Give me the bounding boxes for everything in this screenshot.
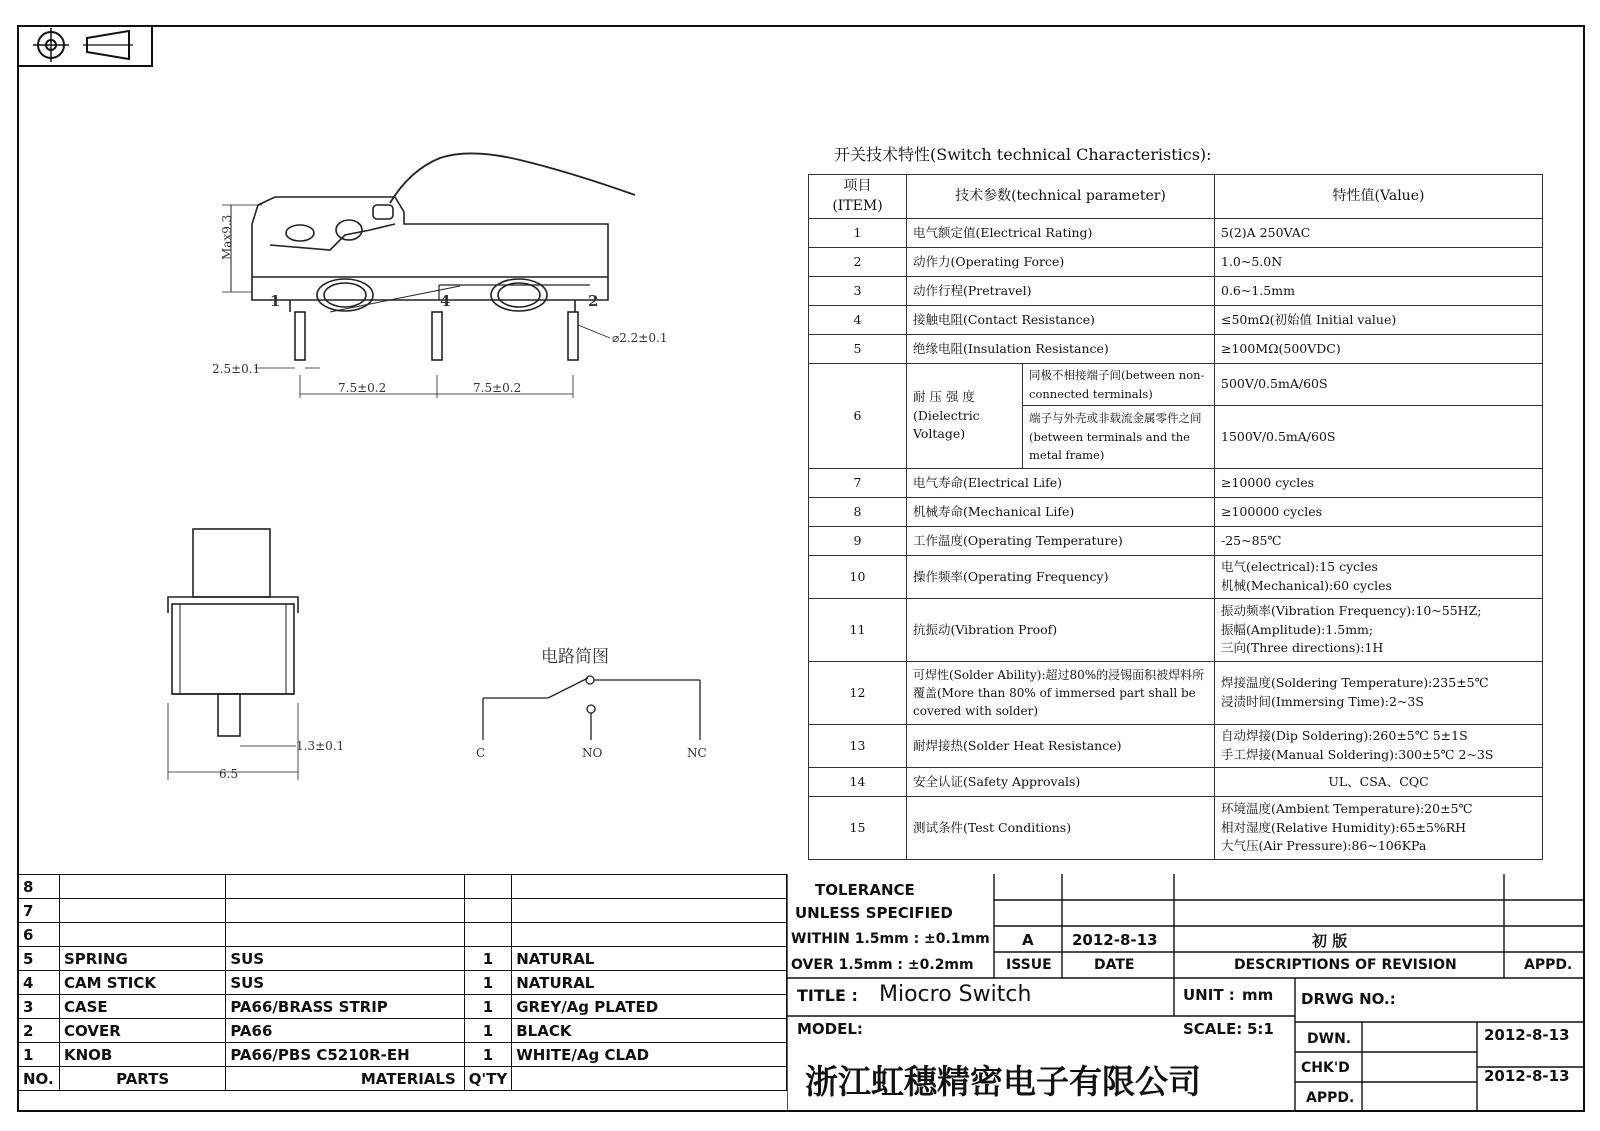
mount-hole-left-inner [324,283,366,307]
spec-value: ≥100000 cycles [1215,497,1543,526]
spec-param: 动作行程(Pretravel) [907,277,1215,306]
bom-material [226,899,464,923]
dim-pitch-1: 7.5±0.2 [338,381,387,395]
spec-value: 5(2)A 250VAC [1215,219,1543,248]
dim-max-height: Max9.3 [220,214,234,260]
bom-part: CAM STICK [59,971,225,995]
bom-header-qty: Q'TY [464,1067,511,1091]
spec-no: 10 [809,555,907,598]
spec-param: 可焊性(Solder Ability):超过80%的浸锡面积被焊料所覆盖(More than 80% of immersed part shall be covered with solder) [907,661,1215,724]
bom-no: 5 [19,947,60,971]
unit-label: UNIT : [1183,986,1235,1004]
approved-label: APPD. [1306,1090,1355,1106]
bom-finish: GREY/Ag PLATED [512,995,787,1019]
tolerance-line-2: UNLESS SPECIFIED [795,904,953,922]
spec-no: 7 [809,468,907,497]
bom-no: 7 [19,899,60,923]
bom-material: PA66/PBS C5210R-EH [226,1043,464,1067]
bom-finish: NATURAL [512,971,787,995]
circuit-label-nc: NC [687,746,707,760]
spec-value: -25~85℃ [1215,526,1543,555]
title-value: Miocro Switch [879,982,1032,1007]
lever-end [193,529,270,597]
spec-value-line: 浸渍时间(Immersing Time):2~3S [1221,693,1424,709]
bom-no: 8 [19,875,60,899]
spec-title: 开关技术特性(Switch technical Characteristics): [834,145,1212,164]
header-value: 特性值(Value) [1215,175,1543,219]
circuit-diagram [483,676,700,740]
spec-param: 耐 压 强 度 (Dielectric Voltage) [907,364,1023,469]
spec-value-line: 焊接温度(Soldering Temperature):235±5℃ [1221,675,1489,691]
model-label: MODEL: [797,1020,863,1038]
revision-issue: A [1022,931,1034,949]
spec-row [809,526,1543,555]
header-descriptions: DESCRIPTIONS OF REVISION [1234,957,1457,973]
spec-value-line: 振幅(Amplitude):1.5mm; [1221,621,1374,637]
pivot-hole [286,225,314,241]
spec-no: 3 [809,277,907,306]
bom-finish [512,899,787,923]
spec-value: ≤50mΩ(初始值 Initial value) [1215,306,1543,335]
spec-row [809,796,1543,859]
spec-no: 4 [809,306,907,335]
drawing-number-label: DRWG NO.: [1301,990,1396,1008]
spec-value-line: 电气(electrical):15 cycles [1221,559,1378,575]
bom-header-no: NO. [19,1067,60,1091]
spec-value-line: 大气压(Air Pressure):86~106KPa [1221,838,1427,854]
scale-label: SCALE: [1183,1020,1243,1038]
bom-qty [464,923,511,947]
checked-date: 2012-8-13 [1484,1067,1570,1085]
spec-row [809,767,1543,796]
spec-no: 11 [809,598,907,661]
terminal-label-1: 1 [270,292,281,310]
spec-subparam: 同极不相接端子间(between non-connected terminals) [1023,364,1215,406]
spec-param: 电气寿命(Electrical Life) [907,468,1215,497]
spec-param: 工作温度(Operating Temperature) [907,526,1215,555]
spec-row [809,598,1543,661]
spec-value: UL、CSA、CQC [1215,767,1543,796]
header-param: 技术参数(technical parameter) [907,175,1215,219]
side-view [222,153,635,398]
spec-value: ≥100MΩ(500VDC) [1215,335,1543,364]
drawn-label: DWN. [1307,1031,1352,1047]
spec-no: 14 [809,767,907,796]
bom-material [226,875,464,899]
scale-value: 5:1 [1247,1020,1274,1038]
revision-description: 初 版 [1312,932,1348,950]
bom-finish: BLACK [512,1019,787,1043]
spec-value-line: 手工焊接(Manual Soldering):300±5℃ 2~3S [1221,746,1494,762]
spec-value-line: 机械(Mechanical):60 cycles [1221,577,1392,593]
spec-param: 绝缘电阻(Insulation Resistance) [907,335,1215,364]
spec-value-line: 振动频率(Vibration Frequency):10~55HZ; [1221,602,1482,618]
circuit-label-c: C [476,746,486,760]
dim-pin-diameter: ⌀2.2±0.1 [612,331,668,345]
spec-table [808,174,1543,860]
spec-param: 抗振动(Vibration Proof) [907,598,1215,661]
bom-material: PA66 [226,1019,464,1043]
spec-param: 安全认证(Safety Approvals) [907,767,1215,796]
pin-end [218,694,240,736]
checked-label: CHK'D [1301,1060,1350,1076]
bom-qty: 1 [464,1043,511,1067]
bom-qty: 1 [464,1019,511,1043]
spec-no: 8 [809,497,907,526]
bom-material: SUS [226,971,464,995]
bom-qty: 1 [464,995,511,1019]
bom-part: CASE [59,995,225,1019]
spec-row [809,555,1543,598]
tolerance-line-3: WITHIN 1.5mm : ±0.1mm [791,931,990,947]
spec-value-line: 相对湿度(Relative Humidity):65±5%RH [1221,819,1467,835]
bom-material: PA66/BRASS STRIP [226,995,464,1019]
header-appd: APPD. [1524,957,1573,973]
spec-param: 操作频率(Operating Frequency) [907,555,1215,598]
spec-value: 0.6~1.5mm [1215,277,1543,306]
spec-row [809,468,1543,497]
case-end [172,604,294,694]
spec-no: 5 [809,335,907,364]
bom-row [19,947,787,971]
tolerance-line-4: OVER 1.5mm : ±0.2mm [791,957,974,973]
bom-row [19,875,787,899]
bom-material: SUS [226,947,464,971]
header-issue: ISSUE [1006,957,1052,973]
title-label: TITLE : [797,986,858,1005]
spec-row [809,306,1543,335]
company-name: 浙江虹穗精密电子有限公司 [805,1062,1201,1101]
dim-width: 6.5 [219,767,239,781]
spec-row [809,661,1543,724]
spec-param: 动作力(Operating Force) [907,248,1215,277]
spec-value: 1.0~5.0N [1215,248,1543,277]
dim-pitch-2: 7.5±0.2 [473,381,522,395]
spec-param: 机械寿命(Mechanical Life) [907,497,1215,526]
title-block [787,874,1585,1112]
bom-no: 6 [19,923,60,947]
bom-header-parts: PARTS [59,1067,225,1091]
bom-row [19,971,787,995]
spec-no: 13 [809,724,907,767]
spec-no: 9 [809,526,907,555]
header-date: DATE [1094,957,1135,973]
terminal-pin-2 [568,312,578,360]
terminal-label-4: 4 [440,292,451,310]
spec-row [809,277,1543,306]
bom-header-materials: MATERIALS [226,1067,464,1091]
switch-drawing [0,0,760,820]
unit-value: mm [1242,986,1274,1004]
revision-date: 2012-8-13 [1072,931,1158,949]
bom-row [19,1043,787,1067]
bom-part [59,923,225,947]
spec-row [809,335,1543,364]
bom-no: 3 [19,995,60,1019]
bom-no: 4 [19,971,60,995]
dim-pin-thickness: 1.3±0.1 [296,739,345,753]
bom-row [19,923,787,947]
bom-part: KNOB [59,1043,225,1067]
drawn-date: 2012-8-13 [1484,1026,1570,1044]
bom-header-row [19,1067,787,1091]
dim-pin-width: 2.5±0.1 [212,362,261,376]
terminal-label-2: 2 [588,292,599,310]
spec-value-line: 环境温度(Ambient Temperature):20±5℃ [1221,800,1473,816]
bom-table [18,874,787,1091]
bom-qty [464,899,511,923]
bom-part: COVER [59,1019,225,1043]
bom-no: 1 [19,1043,60,1067]
bom-finish: WHITE/Ag CLAD [512,1043,787,1067]
header-item-en: (ITEM) [832,197,883,214]
spec-subparam: 端子与外壳或非载流金属零件之间(between terminals and the metal frame) [1023,405,1215,468]
spec-no: 12 [809,661,907,724]
spec-no: 1 [809,219,907,248]
knob [373,205,393,219]
spec-param: 测试条件(Test Conditions) [907,796,1215,859]
bom-part [59,899,225,923]
spec-param: 接触电阻(Contact Resistance) [907,306,1215,335]
spec-param: 电气额定值(Electrical Rating) [907,219,1215,248]
terminal-pin-1 [295,312,305,360]
circuit-title: 电路简图 [541,647,609,667]
spec-value: 1500V/0.5mA/60S [1215,405,1543,468]
mount-hole-right-inner [498,283,540,307]
spec-row [809,497,1543,526]
spec-value: ≥10000 cycles [1215,468,1543,497]
bom-qty: 1 [464,947,511,971]
bom-finish [512,923,787,947]
circuit-label-no: NO [582,746,603,760]
spec-value-line: 三向(Three directions):1H [1221,640,1384,656]
spec-value: 500V/0.5mA/60S [1215,364,1543,406]
spec-param: 耐焊接热(Solder Heat Resistance) [907,724,1215,767]
bom-row [19,899,787,923]
tolerance-line-1: TOLERANCE [815,881,915,899]
bom-qty [464,875,511,899]
bom-material [226,923,464,947]
spec-row [809,364,1543,406]
spec-header-row [809,175,1543,219]
spec-no: 2 [809,248,907,277]
bom-part [59,875,225,899]
bom-finish [512,875,787,899]
header-item-cn: 项目 [843,178,872,194]
spec-no: 6 [809,364,907,469]
bom-no: 2 [19,1019,60,1043]
spec-row [809,219,1543,248]
bom-row [19,1019,787,1043]
spec-no: 15 [809,796,907,859]
bom-row [19,995,787,1019]
end-view [168,529,298,780]
spec-value-line: 自动焊接(Dip Soldering):260±5℃ 5±1S [1221,728,1468,744]
bom-qty: 1 [464,971,511,995]
spec-row [809,248,1543,277]
spec-row [809,724,1543,767]
lever-arm [390,153,635,203]
bom-part: SPRING [59,947,225,971]
cam-hole [336,220,362,240]
bom-finish: NATURAL [512,947,787,971]
terminal-pin-4 [432,312,442,360]
